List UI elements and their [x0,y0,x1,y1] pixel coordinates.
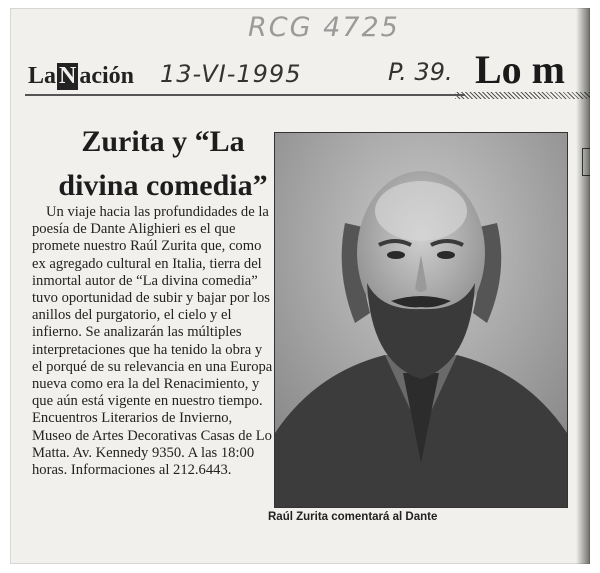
photo-caption: Raúl Zurita comentará al Dante [268,511,438,523]
article-headline: Zurita y “La divina comedia” [58,125,268,202]
handwritten-page: P. 39. [388,58,453,86]
header-rule [25,94,465,96]
adjacent-column-edge [582,148,590,176]
section-title: Lo m [475,47,565,92]
portrait-photo [274,132,568,508]
newspaper-clipping [10,8,590,564]
archive-code: RCG 4725 [248,12,400,43]
article-body [32,204,274,479]
handwritten-date: 13-VI-1995 [160,60,302,88]
portrait-illustration [275,133,567,507]
article-paragraph: Un viaje hacia las profundidades de la poesía de Dante Alighieri es el que promete nuestro Raúl Zurita que, como ex agregado cultural en Italia, tierra del inmortal autor de “La divina comedia” tuvo oportunidad de subir y bajar por los anillos del purgatorio, el cielo y el infierno. Se analizarán las múltiples interpretaciones que ha tenido la obra y el porqué de su relevancia en una Europa nueva como era la del Renacimiento, y que aún está vigente en nuestro tiempo. Encuentros Literarios de Invierno, Museo de Artes Decorativas Casas de Lo Matta. Av. Kennedy 9350. A las 18:00 horas. Informaciones al 212.6443. [32,204,273,479]
header-hatch-rule [455,92,590,99]
masthead-prefix: La [28,63,57,89]
masthead-boxed-letter: N [59,63,77,89]
newspaper-masthead [28,63,134,90]
masthead-suffix: ación [79,63,135,89]
